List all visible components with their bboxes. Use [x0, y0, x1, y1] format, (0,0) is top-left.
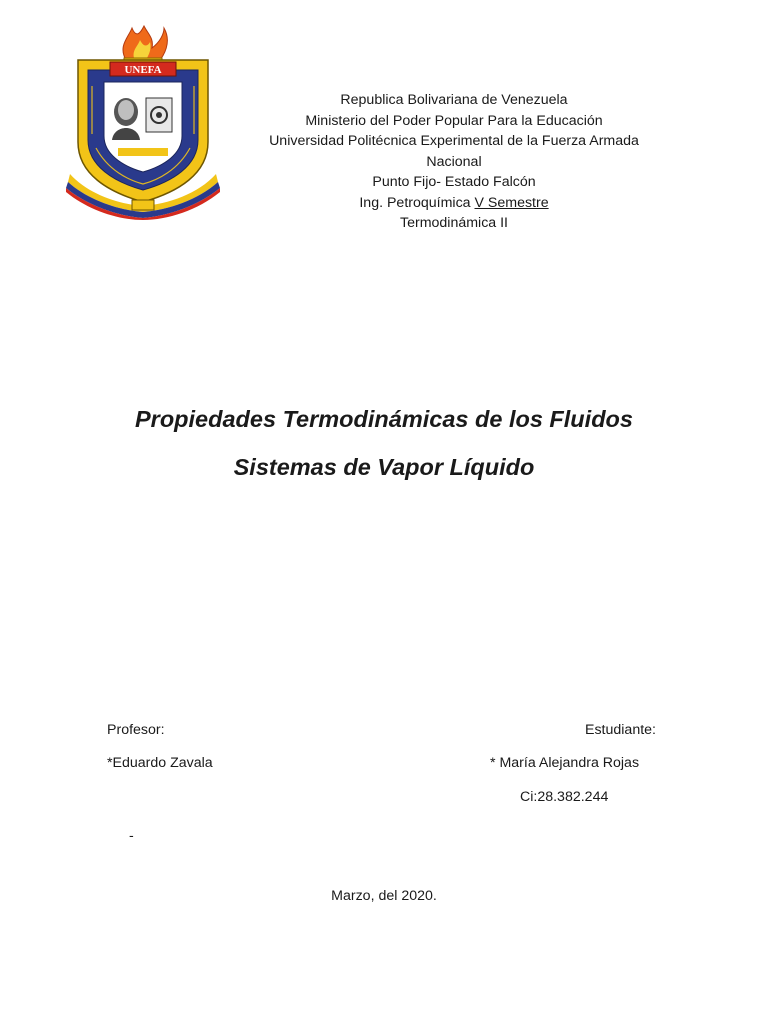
- bust-portrait-icon: [112, 98, 140, 140]
- header-program: Ing. Petroquímica V Semestre: [359, 194, 549, 211]
- professor-label: Profesor:: [107, 722, 165, 738]
- crest-banner-text: UNEFA: [124, 64, 162, 76]
- header-university-cont: Nacional: [426, 153, 482, 170]
- student-name: * María Alejandra Rojas: [490, 755, 640, 771]
- header-country: Republica Bolivariana de Venezuela: [340, 92, 568, 108]
- student-label: Estudiante:: [585, 722, 656, 738]
- book-gear-icon: [146, 98, 172, 132]
- institution-header: [240, 90, 668, 234]
- unefa-crest-logo: [48, 24, 238, 220]
- header-location: Punto Fijo- Estado Falcón: [372, 174, 536, 190]
- header-ministry: Ministerio del Poder Popular Para la Educación: [305, 112, 603, 129]
- dash-marker: -: [129, 828, 134, 844]
- title-line-2: Sistemas de Vapor Líquido: [233, 454, 535, 480]
- document-date: Marzo, del 2020.: [331, 888, 437, 904]
- student-id: Ci:28.382.244: [520, 789, 609, 805]
- header-course: Termodinámica II: [399, 215, 509, 231]
- header-university: Universidad Politécnica Experimental de la Fuerza Armada: [269, 133, 639, 149]
- header-semester: V Semestre: [474, 194, 549, 211]
- title-line-1: Propiedades Termodinámicas de los Fluidos: [135, 406, 633, 432]
- professor-name: *Eduardo Zavala: [107, 755, 213, 771]
